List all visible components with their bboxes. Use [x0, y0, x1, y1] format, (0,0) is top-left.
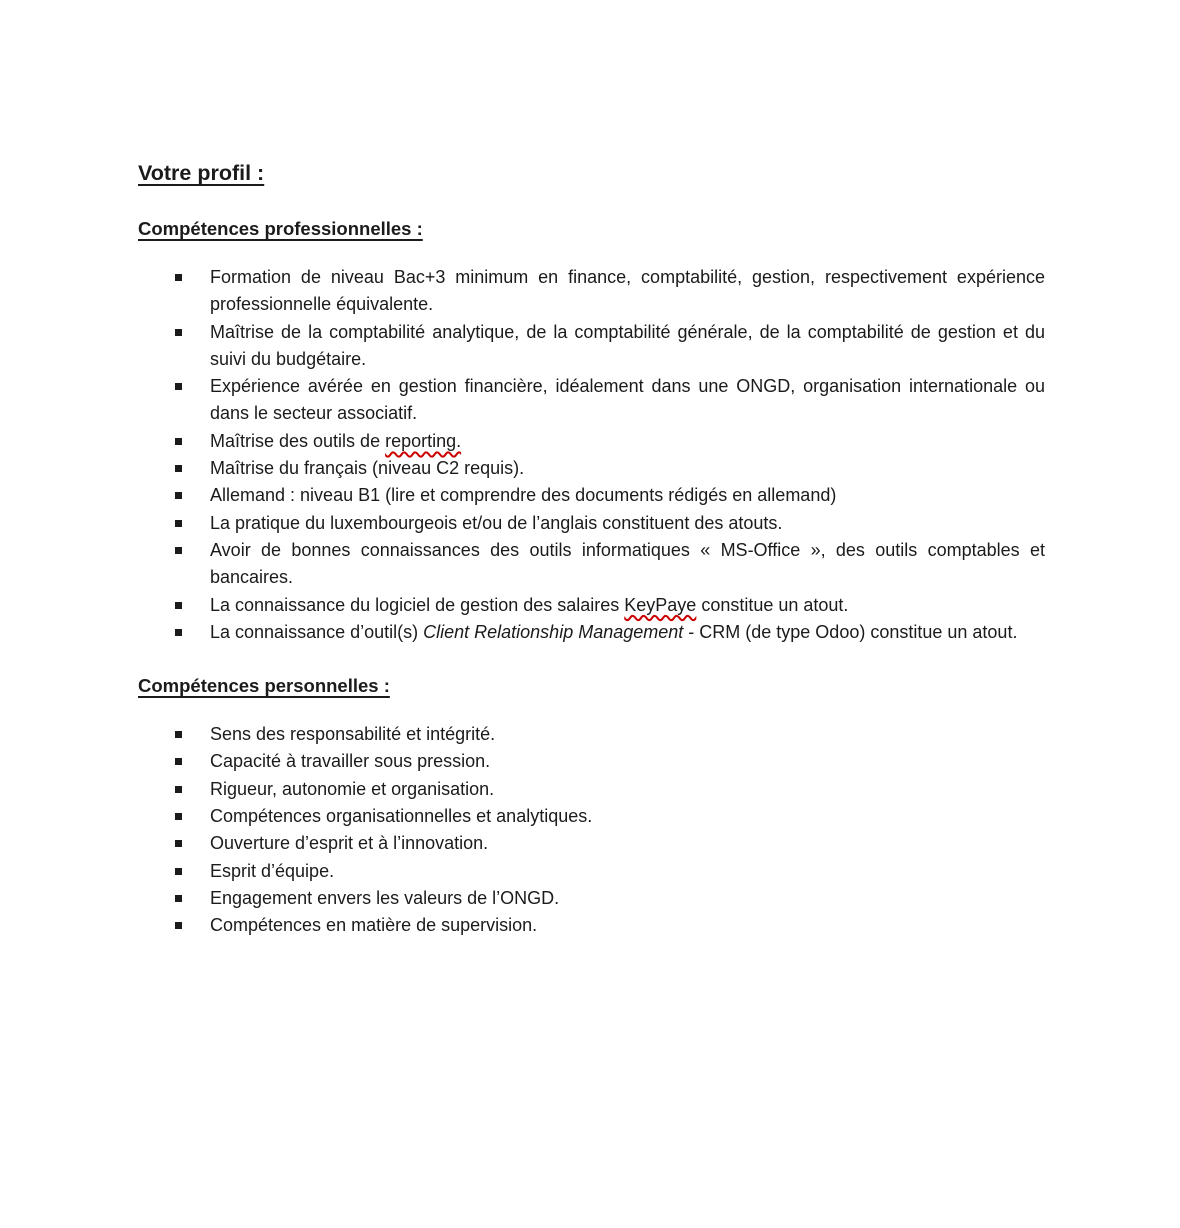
text-segment: Formation de niveau Bac+3 minimum en finance, comptabilité, gestion, respectivement expérience professionnelle équivalente.: [210, 267, 1045, 315]
bullet-list-personnelles: [138, 721, 1045, 939]
bullet-square-icon: [175, 786, 182, 793]
bullet-square-icon: [175, 731, 182, 738]
list-item: [138, 455, 1045, 482]
bullet-square-icon: [175, 520, 182, 527]
text-segment: Avoir de bonnes connaissances des outils informatiques « MS-Office », des outils comptables et bancaires.: [210, 539, 1045, 588]
bullet-square-icon: [175, 492, 182, 499]
text-segment: Engagement envers les valeurs de l’ONGD.: [210, 887, 560, 908]
text-segment: Maîtrise du français (niveau C2 requis).: [210, 458, 525, 479]
section-competences-professionnelles: [138, 216, 1045, 646]
text-segment: La connaissance du logiciel de gestion des salaires: [210, 594, 625, 615]
text-segment: - CRM (de type Odoo) constitue un atout.: [683, 621, 1018, 642]
page-title: Votre profil :: [138, 161, 265, 185]
bullet-square-icon: [175, 438, 182, 445]
list-item: [138, 885, 1045, 912]
italic-text-segment: Client Relationship Management: [423, 621, 684, 642]
bullet-square-icon: [175, 868, 182, 875]
text-segment: Sens des responsabilité et intégrité.: [210, 724, 496, 745]
text-segment: Compétences organisationnelles et analytiques.: [210, 806, 593, 827]
bullet-square-icon: [175, 922, 182, 929]
text-segment: Ouverture d’esprit et à l’innovation.: [210, 833, 489, 854]
section-heading-personnelles: Compétences personnelles :: [138, 675, 390, 697]
bullet-square-icon: [175, 383, 182, 390]
bullet-square-icon: [175, 813, 182, 820]
bullet-square-icon: [175, 840, 182, 847]
bullet-square-icon: [175, 274, 182, 281]
list-item: [138, 619, 1045, 646]
text-segment: Maîtrise des outils de: [210, 430, 386, 451]
bullet-square-icon: [175, 465, 182, 472]
text-segment: constitue un atout.: [696, 594, 849, 615]
text-segment: La pratique du luxembourgeois et/ou de l’anglais constituent des atouts.: [210, 512, 783, 533]
list-item: [138, 510, 1045, 537]
list-item: [138, 537, 1045, 592]
section-heading-professionnelles: Compétences professionnelles :: [138, 218, 423, 239]
text-segment: Expérience avérée en gestion financière, idéalement dans une ONGD, organisation internationale ou dans le secteur associatif.: [210, 376, 1045, 424]
text-segment: Esprit d’équipe.: [210, 860, 335, 881]
text-segment: Allemand : niveau B1 (lire et comprendre des documents rédigés en allemand): [210, 485, 837, 506]
bullet-square-icon: [175, 547, 182, 554]
list-item: [138, 373, 1045, 428]
bullet-square-icon: [175, 895, 182, 902]
list-item: [138, 748, 1045, 775]
bullet-square-icon: [175, 602, 182, 609]
section-competences-personnelles: [138, 673, 1045, 939]
list-item: [138, 482, 1045, 509]
text-segment: La connaissance d’outil(s): [210, 621, 424, 642]
list-item: [138, 830, 1045, 857]
list-item: [138, 912, 1045, 939]
list-item: [138, 776, 1045, 803]
list-item: [138, 264, 1045, 319]
misspelled-word: KeyPaye: [624, 594, 697, 615]
list-item: [138, 592, 1045, 619]
bullet-square-icon: [175, 629, 182, 636]
text-segment: Maîtrise de la comptabilité analytique, de la comptabilité générale, de la comptabilité de gestion et du suivi du budgétaire.: [210, 321, 1045, 369]
list-item: [138, 319, 1045, 374]
list-item: [138, 858, 1045, 885]
bullet-square-icon: [175, 758, 182, 765]
bullet-list-professionnelles: [138, 264, 1045, 646]
list-item: [138, 428, 1045, 455]
list-item: [138, 803, 1045, 830]
bullet-square-icon: [175, 329, 182, 336]
misspelled-word: reporting.: [385, 430, 462, 451]
text-segment: Rigueur, autonomie et organisation.: [210, 778, 495, 799]
text-segment: Capacité à travailler sous pression.: [210, 751, 491, 772]
list-item: [138, 721, 1045, 748]
text-segment: Compétences en matière de supervision.: [210, 915, 538, 936]
